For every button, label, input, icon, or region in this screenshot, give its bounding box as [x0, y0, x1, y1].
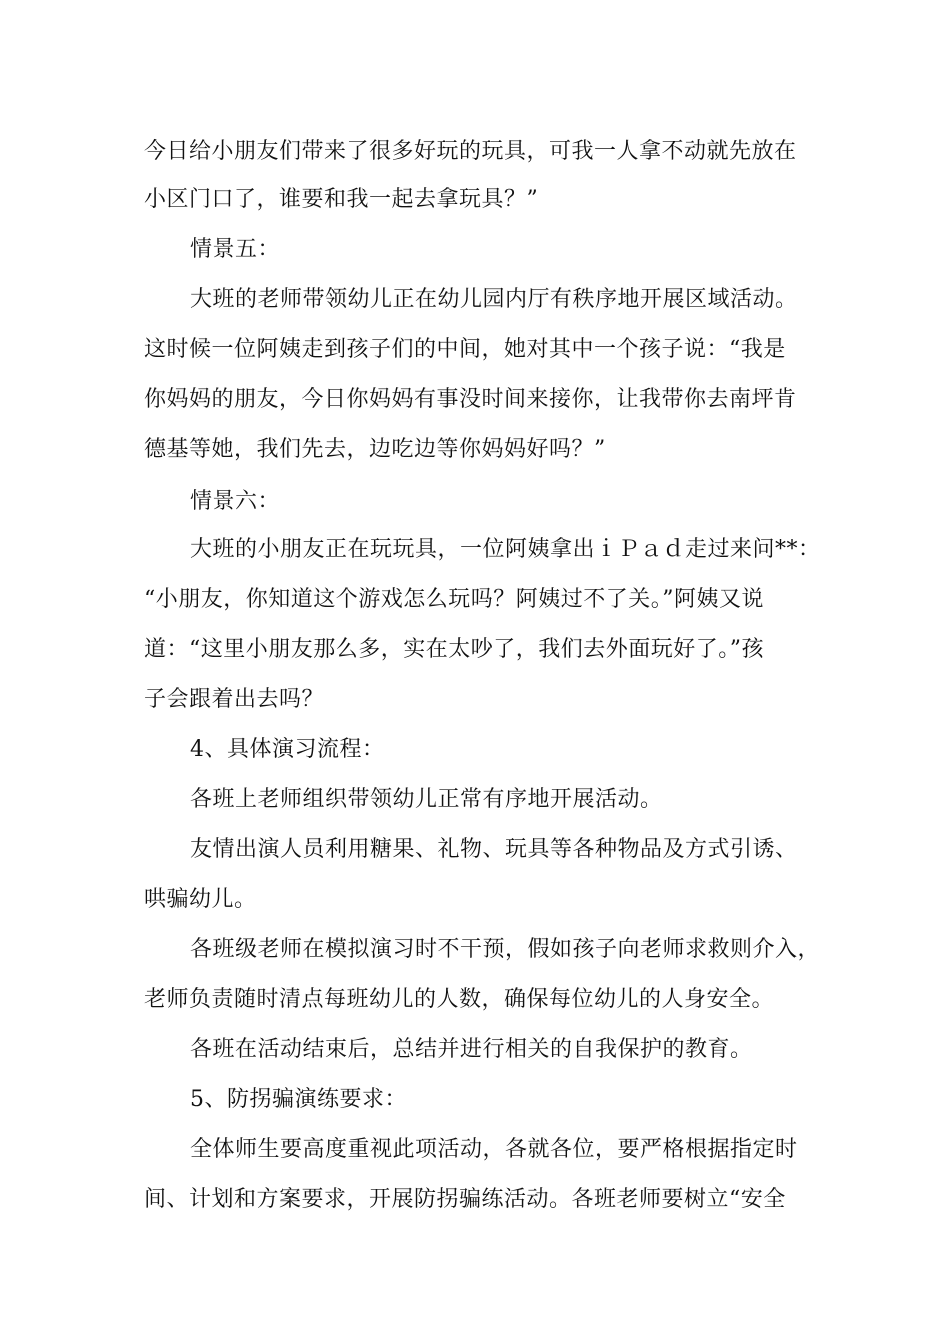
text-line: 德基等她，我们先去，边吃边等你妈妈好吗？” — [144, 437, 606, 462]
text-line: 哄骗幼儿。 — [144, 887, 257, 912]
text-line: 道：“这里小朋友那么多，实在太吵了，我们去外面玩好了。”孩 — [144, 637, 764, 662]
text-line: 这时候一位阿姨走到孩子们的中间，她对其中一个孩子说：“我是 — [144, 337, 786, 362]
text-line: 大班的小朋友正在玩玩具，一位阿姨拿出ｉＰａｄ走过来问**： — [190, 537, 821, 562]
text-line: 子会跟着出去吗？ — [144, 687, 325, 712]
text-line: 你妈妈的朋友，今日你妈妈有事没时间来接你，让我带你去南坪肯 — [144, 387, 797, 412]
text-line: “小朋友，你知道这个游戏怎么玩吗？阿姨过不了关。”阿姨又说 — [144, 587, 764, 612]
text-line: 间、计划和方案要求，开展防拐骗练活动。各班老师要树立“安全 — [144, 1187, 786, 1212]
section-heading: 情景五： — [190, 237, 281, 262]
text-line: 各班级老师在模拟演习时不干预，假如孩子向老师求救则介入， — [190, 937, 821, 962]
text-line: 友情出演人员利用糖果、礼物、玩具等各种物品及方式引诱、 — [190, 837, 798, 862]
section-heading: 4、具体演习流程： — [190, 737, 385, 762]
text-line: 今日给小朋友们带来了很多好玩的玩具，可我一人拿不动就先放在 — [144, 139, 797, 164]
text-line: 大班的老师带领幼儿正在幼儿园内厅有秩序地开展区域活动。 — [190, 287, 798, 312]
text-line: 各班上老师组织带领幼儿正常有序地开展活动。 — [190, 787, 663, 812]
text-line: 老师负责随时清点每班幼儿的人数，确保每位幼儿的人身安全。 — [144, 987, 775, 1012]
text-line: 各班在活动结束后，总结并进行相关的自我保护的教育。 — [190, 1037, 753, 1062]
section-heading: 5、防拐骗演练要求： — [190, 1087, 407, 1112]
text-line: 小区门口了，谁要和我一起去拿玩具？” — [144, 187, 539, 212]
section-heading: 情景六： — [190, 489, 281, 514]
text-line: 全体师生要高度重视此项活动，各就各位，要严格根据指定时 — [190, 1137, 798, 1162]
